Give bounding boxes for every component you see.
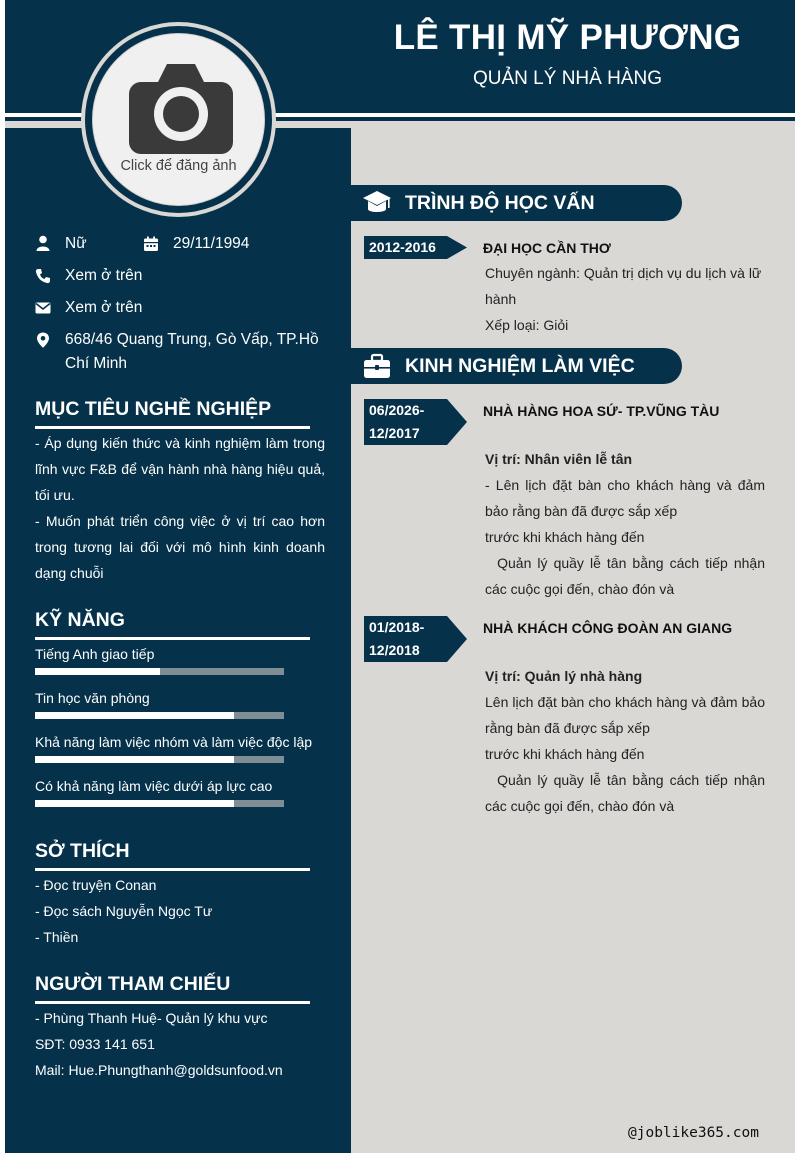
sidebar — [5, 128, 351, 1153]
camera-icon — [129, 64, 233, 154]
photo-upload-caption[interactable]: Click để đăng ảnh — [120, 158, 237, 174]
reference-line: - Phùng Thanh Huệ- Quản lý khu vực — [35, 1010, 268, 1026]
experience-header — [351, 348, 682, 384]
skill-label: Có khả năng làm việc dưới áp lực cao — [35, 778, 273, 794]
education-title: TRÌNH ĐỘ HỌC VẤN — [405, 192, 595, 214]
dob-value: 29/11/1994 — [173, 235, 250, 252]
skill-level-bar — [35, 668, 284, 675]
experience-title: KINH NGHIỆM LÀM VIỆC — [405, 355, 635, 377]
objective-paragraph-1: - Áp dụng kiến thức và kinh nghiệm làm trong lĩnh vực F&B để vận hành nhà hàng hiệu quả, tối ưu. — [35, 435, 325, 503]
skill-label: Khả năng làm việc nhóm và làm việc độc lập — [35, 734, 313, 750]
skill-level-fill — [35, 712, 234, 719]
experience-duty: trước khi khách hàng đến — [485, 529, 645, 545]
skill-level-fill — [35, 668, 160, 675]
person-icon — [35, 235, 51, 251]
hobbies-title: SỞ THÍCH — [35, 840, 130, 862]
candidate-name: LÊ THỊ MỸ PHƯƠNG — [393, 18, 742, 57]
gender-value: Nữ — [65, 235, 87, 252]
hobby-item: - Đọc sách Nguyễn Ngọc Tư — [35, 903, 213, 919]
briefcase-icon — [363, 353, 391, 379]
profile-photo-frame — [81, 22, 276, 217]
references-title: NGƯỜI THAM CHIẾU — [35, 973, 231, 995]
envelope-icon — [35, 300, 51, 316]
experience-company: NHÀ KHÁCH CÔNG ĐOÀN AN GIANG — [483, 620, 733, 636]
cv-page — [5, 0, 795, 1153]
email-value: Xem ở trên — [65, 299, 143, 316]
experience-period-tag — [364, 616, 424, 662]
reference-line: Mail: Hue.Phungthanh@goldsunfood.vn — [35, 1062, 283, 1078]
skill-label: Tiếng Anh giao tiếp — [35, 646, 155, 662]
experience-period-end: 12/2017 — [369, 425, 420, 441]
experience-duty: trước khi khách hàng đến — [485, 746, 645, 762]
objective-paragraph-2: - Muốn phát triển công việc ở vị trí cao hơn trong tương lai đối với mô hình kinh doanh dạng chuỗi — [35, 513, 325, 581]
address-value: 668/46 Quang Trung, Gò Vấp, TP.Hồ Chí Minh — [65, 331, 319, 372]
calendar-icon — [143, 236, 159, 252]
candidate-title: QUẢN LÝ NHÀ HÀNG — [473, 68, 662, 89]
experience-duty: - Lên lịch đặt bàn cho khách hàng và đảm bảo rằng bàn đã được sắp xếp — [485, 477, 765, 519]
skill-level-fill — [35, 756, 234, 763]
location-pin-icon — [35, 332, 51, 348]
hobbies-underline — [35, 868, 310, 871]
skills-underline — [35, 637, 310, 640]
education-header — [351, 185, 682, 221]
reference-line: SĐT: 0933 141 651 — [35, 1036, 155, 1052]
experience-period-start: 06/2026- — [369, 402, 425, 418]
education-major: Chuyên ngành: Quản trị dịch vụ du lịch và lữ hành — [485, 265, 762, 307]
skills-title: KỸ NĂNG — [35, 609, 125, 631]
experience-company: NHÀ HÀNG HOA SỨ- TP.VŨNG TÀU — [483, 403, 720, 419]
skill-level-bar — [35, 712, 284, 719]
objective-title: MỤC TIÊU NGHỀ NGHIỆP — [35, 398, 272, 420]
phone-value: Xem ở trên — [65, 267, 143, 284]
hobby-item: - Đọc truyện Conan — [35, 877, 157, 893]
experience-position: Vị trí: Quản lý nhà hàng — [485, 668, 643, 684]
experience-period-tag — [364, 399, 424, 445]
experience-period-start: 01/2018- — [369, 619, 425, 635]
experience-duty: Quản lý quầy lễ tân bằng cách tiếp nhận các cuộc gọi đến, chào đón và — [485, 555, 769, 597]
skill-level-bar — [35, 756, 284, 763]
experience-period-end: 12/2018 — [369, 642, 420, 658]
skill-level-fill — [35, 800, 234, 807]
references-underline — [35, 1001, 310, 1004]
phone-icon — [35, 268, 51, 284]
hobby-item: - Thiền — [35, 929, 79, 945]
education-period-tag — [364, 236, 436, 259]
objective-underline — [35, 426, 310, 429]
experience-duty: Lên lịch đặt bàn cho khách hàng và đảm bảo rằng bàn đã được sắp xếp — [485, 694, 765, 736]
education-school: ĐẠI HỌC CẦN THƠ — [483, 240, 611, 256]
graduation-cap-icon — [363, 190, 391, 216]
experience-position: Vị trí: Nhân viên lễ tân — [485, 451, 633, 467]
skill-label: Tin học văn phòng — [35, 690, 150, 706]
education-period: 2012-2016 — [369, 239, 436, 255]
watermark: @joblike365.com — [628, 1125, 759, 1141]
experience-duty: Quản lý quầy lễ tân bằng cách tiếp nhận các cuộc gọi đến, chào đón và — [485, 772, 769, 814]
skill-level-bar — [35, 800, 284, 807]
education-grade: Xếp loại: Giỏi — [485, 317, 569, 333]
profile-photo-placeholder[interactable] — [92, 33, 265, 206]
